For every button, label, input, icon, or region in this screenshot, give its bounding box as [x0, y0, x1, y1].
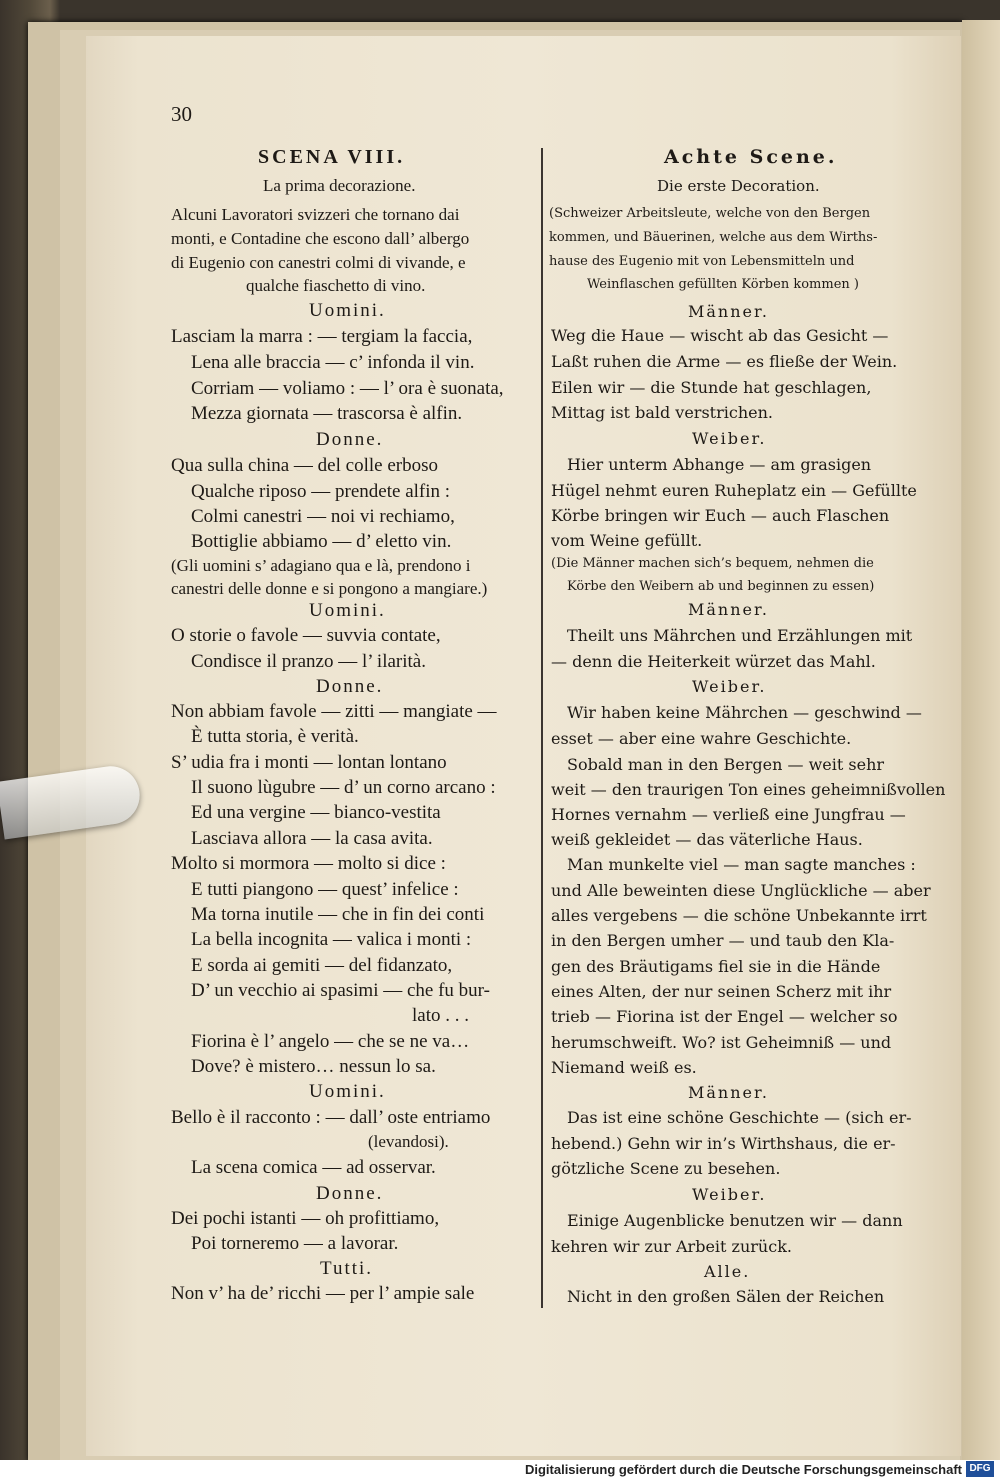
right-line: gen des Bräutigams fiel sie in die Hände	[551, 957, 881, 976]
left-line: Non abbiam favole — zitti — mangiate —	[171, 701, 497, 722]
right-line: kommen, und Bäuerinen, welche aus dem Wirths-	[549, 230, 878, 245]
left-line: La bella incognita — valica i monti :	[191, 929, 472, 950]
right-line: Männer.	[688, 302, 769, 321]
right-line: Einige Augenblicke benutzen wir — dann	[567, 1211, 903, 1230]
left-line: Bottiglie abbiamo — d’ eletto vin.	[191, 531, 452, 552]
right-line: (Schweizer Arbeitsleute, welche von den Bergen	[549, 206, 871, 221]
right-line: Weinflaschen gefüllten Körben kommen )	[587, 277, 859, 292]
left-line: Donne.	[316, 1183, 384, 1204]
left-line: (levandosi).	[368, 1132, 449, 1151]
right-line: (Die Männer machen sich’s bequem, nehmen die	[551, 556, 874, 571]
page-number: 30	[171, 102, 192, 126]
right-line: hause des Eugenio mit von Lebensmitteln und	[549, 254, 855, 269]
right-line: in den Bergen umher — und taub den Kla-	[551, 931, 895, 950]
right-line: Achte Scene.	[664, 146, 838, 168]
right-line: Die erste Decoration.	[657, 177, 820, 195]
left-line: La prima decorazione.	[263, 176, 416, 195]
left-line: S’ udia fra i monti — lontan lontano	[171, 752, 447, 773]
left-line: Molto si mormora — molto si dice :	[171, 853, 446, 874]
right-line: Hier unterm Abhange — am grasigen	[567, 455, 872, 474]
left-line: È tutta storia, è verità.	[191, 726, 359, 747]
left-line: qualche fiaschetto di vino.	[246, 276, 426, 295]
left-line: Ed una vergine — bianco-vestita	[191, 802, 441, 823]
right-line: Männer.	[688, 1083, 769, 1102]
left-line: Dei pochi istanti — oh profittiamo,	[171, 1208, 440, 1229]
left-line: Alcuni Lavoratori svizzeri che tornano dai	[171, 205, 460, 224]
left-line: E sorda ai gemiti — del fidanzato,	[191, 955, 453, 976]
left-line: Uomini.	[309, 1081, 386, 1102]
right-line: Weiber.	[692, 429, 767, 448]
left-line: D’ un vecchio ai spasimi — che fu bur-	[191, 980, 490, 1001]
right-line: alles vergebens — die schöne Unbekannte irrt	[551, 906, 927, 925]
right-line: Wir haben keine Mährchen — geschwind —	[567, 703, 922, 722]
left-line: Donne.	[316, 676, 384, 697]
right-line: Weg die Haue — wischt ab das Gesicht —	[551, 326, 889, 345]
left-line: Poi torneremo — a lavorar.	[191, 1233, 399, 1254]
right-line: Sobald man in den Bergen — weit sehr	[567, 755, 885, 774]
right-line: götzliche Scene zu besehen.	[551, 1159, 781, 1178]
right-line: esset — aber eine wahre Geschichte.	[551, 729, 852, 748]
right-line: Das ist eine schöne Geschichte — (sich er-	[567, 1108, 912, 1127]
column-divider	[541, 148, 543, 1308]
left-line: canestri delle donne e si pongono a mangiare.)	[171, 579, 488, 598]
left-line: Condisce il pranzo — l’ ilarità.	[191, 651, 426, 672]
left-line: Colmi canestri — noi vi rechiamo,	[191, 506, 455, 527]
left-line: Dove? è mistero… nessun lo sa.	[191, 1056, 436, 1077]
left-line: Qua sulla china — del colle erboso	[171, 455, 438, 476]
right-line: Männer.	[688, 600, 769, 619]
left-line: (Gli uomini s’ adagiano qua e là, prendono i	[171, 556, 471, 575]
right-line: Weiber.	[692, 677, 767, 696]
left-line: SCENA VIII.	[258, 146, 406, 168]
right-line: Niemand weiß es.	[551, 1058, 697, 1077]
left-line: Lasciam la marra : — tergiam la faccia,	[171, 326, 473, 347]
right-line: Weiber.	[692, 1185, 767, 1204]
right-line: weit — den traurigen Ton eines geheimnißvollen	[551, 780, 946, 799]
right-line: trieb — Fiorina ist der Engel — welcher so	[551, 1007, 898, 1026]
left-line: Ma torna inutile — che in fin dei conti	[191, 904, 485, 925]
left-line: Tutti.	[320, 1258, 374, 1279]
left-line: Donne.	[316, 429, 384, 450]
right-line: — denn die Heiterkeit würzet das Mahl.	[551, 652, 876, 671]
left-line: Uomini.	[309, 300, 386, 321]
left-line: O storie o favole — suvvia contate,	[171, 625, 441, 646]
facing-page-edge	[962, 20, 1000, 1460]
right-line: herumschweift. Wo? ist Geheimniß — und	[551, 1033, 892, 1052]
left-line: Mezza giornata — trascorsa è alfin.	[191, 403, 463, 424]
left-line: Fiorina è l’ angelo — che se ne va…	[191, 1031, 470, 1052]
left-line: La scena comica — ad osservar.	[191, 1157, 436, 1178]
right-line: Man munkelte viel — man sagte manches :	[567, 855, 916, 874]
right-line: weiß gekleidet — das väterliche Haus.	[551, 830, 863, 849]
right-line: und Alle beweinten diese Unglückliche — aber	[551, 881, 931, 900]
right-line: Mittag ist bald verstrichen.	[551, 403, 773, 422]
left-line: Qualche riposo — prendete alfin :	[191, 481, 451, 502]
left-line: Corriam — voliamo : — l’ ora è suonata,	[191, 378, 504, 399]
left-line: Non v’ ha de’ ricchi — per l’ ampie sale	[171, 1283, 475, 1304]
left-line: Bello è il racconto : — dall’ oste entriamo	[171, 1107, 491, 1128]
left-line: di Eugenio con canestri colmi di vivande, e	[171, 253, 466, 272]
right-line: eines Alten, der nur seinen Scherz mit ihr	[551, 982, 892, 1001]
left-line: monti, e Contadine che escono dall’ albergo	[171, 229, 470, 248]
left-line: Il suono lùgubre — d’ un corno arcano :	[191, 777, 496, 798]
right-line: hebend.) Gehn wir in’s Wirthshaus, die er-	[551, 1134, 896, 1153]
right-line: Nicht in den großen Sälen der Reichen	[567, 1287, 885, 1306]
right-line: Laßt ruhen die Arme — es fließe der Wein.	[551, 352, 898, 371]
right-line: Theilt uns Mährchen und Erzählungen mit	[567, 626, 913, 645]
right-line: Körbe bringen wir Euch — auch Flaschen	[551, 506, 890, 525]
right-line: kehren wir zur Arbeit zurück.	[551, 1237, 792, 1256]
dfg-logo: DFG	[966, 1461, 994, 1477]
footer-credit: Digitalisierung gefördert durch die Deutsche Forschungsgemeinschaft	[524, 1462, 962, 1477]
right-line: Hornes vernahm — verließ eine Jungfrau —	[551, 805, 906, 824]
right-line: Hügel nehmt euren Ruheplatz ein — Gefüllte	[551, 481, 917, 500]
left-line: Lasciava allora — la casa avita.	[191, 828, 433, 849]
right-line: Eilen wir — die Stunde hat geschlagen,	[551, 378, 872, 397]
right-line: Körbe den Weibern ab und beginnen zu essen)	[567, 579, 875, 594]
right-line: Alle.	[704, 1262, 751, 1281]
left-line: E tutti piangono — quest’ infelice :	[191, 879, 459, 900]
right-line: vom Weine gefüllt.	[551, 531, 703, 550]
left-line: lato . . .	[412, 1005, 469, 1026]
left-line: Lena alle braccia — c’ infonda il vin.	[191, 352, 475, 373]
left-line: Uomini.	[309, 600, 386, 621]
